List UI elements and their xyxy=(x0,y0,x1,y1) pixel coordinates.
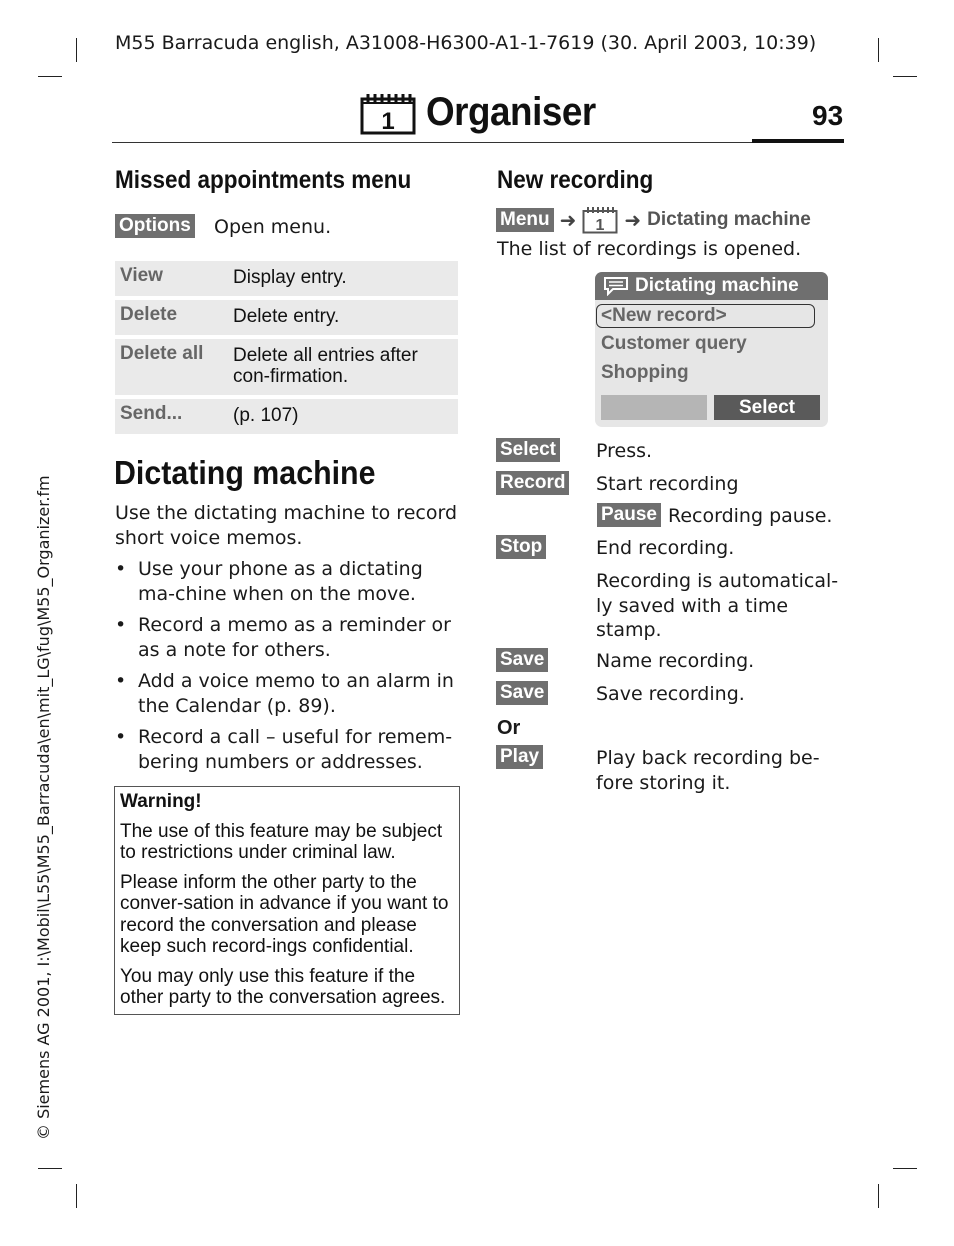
auto-save-note: Recording is automatical-ly saved with a time stamp. xyxy=(596,570,839,641)
warning-paragraph: You may only use this feature if the other party to the conversation agrees. xyxy=(120,965,446,1008)
calendar-icon-digit: 1 xyxy=(381,107,395,135)
step-stop xyxy=(496,535,546,559)
step-record xyxy=(496,471,569,495)
step-pause xyxy=(597,503,661,527)
list-item[interactable]: Customer query xyxy=(601,333,747,354)
crop-mark xyxy=(38,1168,62,1169)
table-row[interactable] xyxy=(115,300,458,339)
crop-mark xyxy=(878,1184,879,1208)
crop-mark xyxy=(878,38,879,62)
table-row[interactable] xyxy=(115,339,458,399)
options-text: Open menu. xyxy=(214,216,332,238)
step-text: Press. xyxy=(596,440,653,462)
missed-appointments-heading: Missed appointments menu xyxy=(115,166,412,194)
calendar-icon-digit: 1 xyxy=(595,217,605,234)
table-row[interactable] xyxy=(115,399,458,438)
dictating-intro: Use the dictating machine to record short voice memos. xyxy=(115,502,457,549)
warning-box xyxy=(114,786,460,1015)
recordings-opened-text: The list of recordings is opened. xyxy=(497,238,802,260)
side-file-path: © Siemens AG 2001, I:\Mobil\L55\M55_Barracuda\en\mit_LG\fug\M55_Organizer.fm xyxy=(34,475,53,1140)
step-save-name xyxy=(496,648,548,672)
menu-breadcrumb xyxy=(496,206,811,234)
list-item[interactable]: Shopping xyxy=(601,362,689,383)
arrow-right-icon: ➜ xyxy=(559,208,577,232)
speech-bubble-icon xyxy=(603,276,629,296)
page-number-rule xyxy=(752,139,844,143)
option-name: Delete xyxy=(120,304,178,325)
calendar-icon xyxy=(582,206,618,234)
step-select xyxy=(496,438,560,462)
option-description: Display entry. xyxy=(233,267,347,288)
step-text: Save recording. xyxy=(596,683,745,705)
document-header-line: M55 Barracuda english, A31008-H6300-A1-1-7619 (30. April 2003, 10:39) xyxy=(115,32,817,54)
options-key[interactable]: Options xyxy=(115,214,195,238)
warning-paragraph: The use of this feature may be subject to restrictions under criminal law. xyxy=(120,820,443,863)
list-item[interactable]: <New record> xyxy=(601,305,727,326)
step-text: Play back recording be-fore storing it. xyxy=(596,747,820,794)
play-key[interactable]: Play xyxy=(496,745,543,769)
warning-title: Warning! xyxy=(120,791,202,812)
page-title xyxy=(360,90,610,135)
crop-mark xyxy=(76,1184,77,1208)
table-row[interactable] xyxy=(115,261,458,300)
step-text: Recording pause. xyxy=(668,505,833,527)
pause-key[interactable]: Pause xyxy=(597,503,661,527)
options-row xyxy=(115,214,195,238)
list-item: • Record a memo as a reminder or as a note for others. xyxy=(115,613,463,662)
header-rule xyxy=(112,142,752,143)
option-description: Delete entry. xyxy=(233,306,340,327)
list-item: • Record a call – useful for remem-bering numbers or addresses. xyxy=(115,725,463,774)
step-text: End recording. xyxy=(596,537,735,559)
option-description: Delete all entries after con-firmation. xyxy=(233,345,418,387)
crop-mark xyxy=(38,76,62,77)
option-name: View xyxy=(120,265,163,286)
screen-title-text: Dictating machine xyxy=(635,275,799,296)
new-recording-heading: New recording xyxy=(497,166,654,194)
save-key[interactable]: Save xyxy=(496,648,548,672)
record-key[interactable]: Record xyxy=(496,471,569,495)
select-key[interactable]: Select xyxy=(496,438,560,462)
step-text: Start recording xyxy=(596,473,739,495)
breadcrumb-target[interactable]: Dictating machine xyxy=(647,209,811,230)
step-play xyxy=(496,745,543,769)
menu-key[interactable]: Menu xyxy=(496,208,554,232)
list-item: • Add a voice memo to an alarm in the Calendar (p. 89). xyxy=(115,669,463,718)
save-key[interactable]: Save xyxy=(496,681,548,705)
step-save xyxy=(496,681,548,705)
stop-key[interactable]: Stop xyxy=(496,535,546,559)
select-softkey[interactable]: Select xyxy=(714,395,820,420)
crop-mark xyxy=(76,38,77,62)
screen-title-bar xyxy=(595,272,828,300)
page-number: 93 xyxy=(812,100,844,131)
options-table xyxy=(115,261,458,438)
list-item: • Use your phone as a dictating ma-chine when on the move. xyxy=(115,557,463,606)
page-title-text: Organiser xyxy=(426,90,596,134)
phone-screen xyxy=(595,272,828,427)
crop-mark xyxy=(893,1168,917,1169)
left-softkey[interactable] xyxy=(601,395,707,420)
option-name: Delete all xyxy=(120,343,204,364)
feature-list xyxy=(115,557,463,781)
dictating-machine-heading: Dictating machine xyxy=(114,454,376,491)
or-label: Or xyxy=(497,717,521,739)
crop-mark xyxy=(893,76,917,77)
option-name: Send... xyxy=(120,403,183,424)
step-text: Name recording. xyxy=(596,650,755,672)
arrow-right-icon: ➜ xyxy=(624,208,642,232)
option-description: (p. 107) xyxy=(233,405,299,426)
warning-paragraph: Please inform the other party to the conver-sation in advance if you want to record the conversation and please keep such record-ings confidential. xyxy=(120,871,449,957)
calendar-icon xyxy=(360,91,416,135)
